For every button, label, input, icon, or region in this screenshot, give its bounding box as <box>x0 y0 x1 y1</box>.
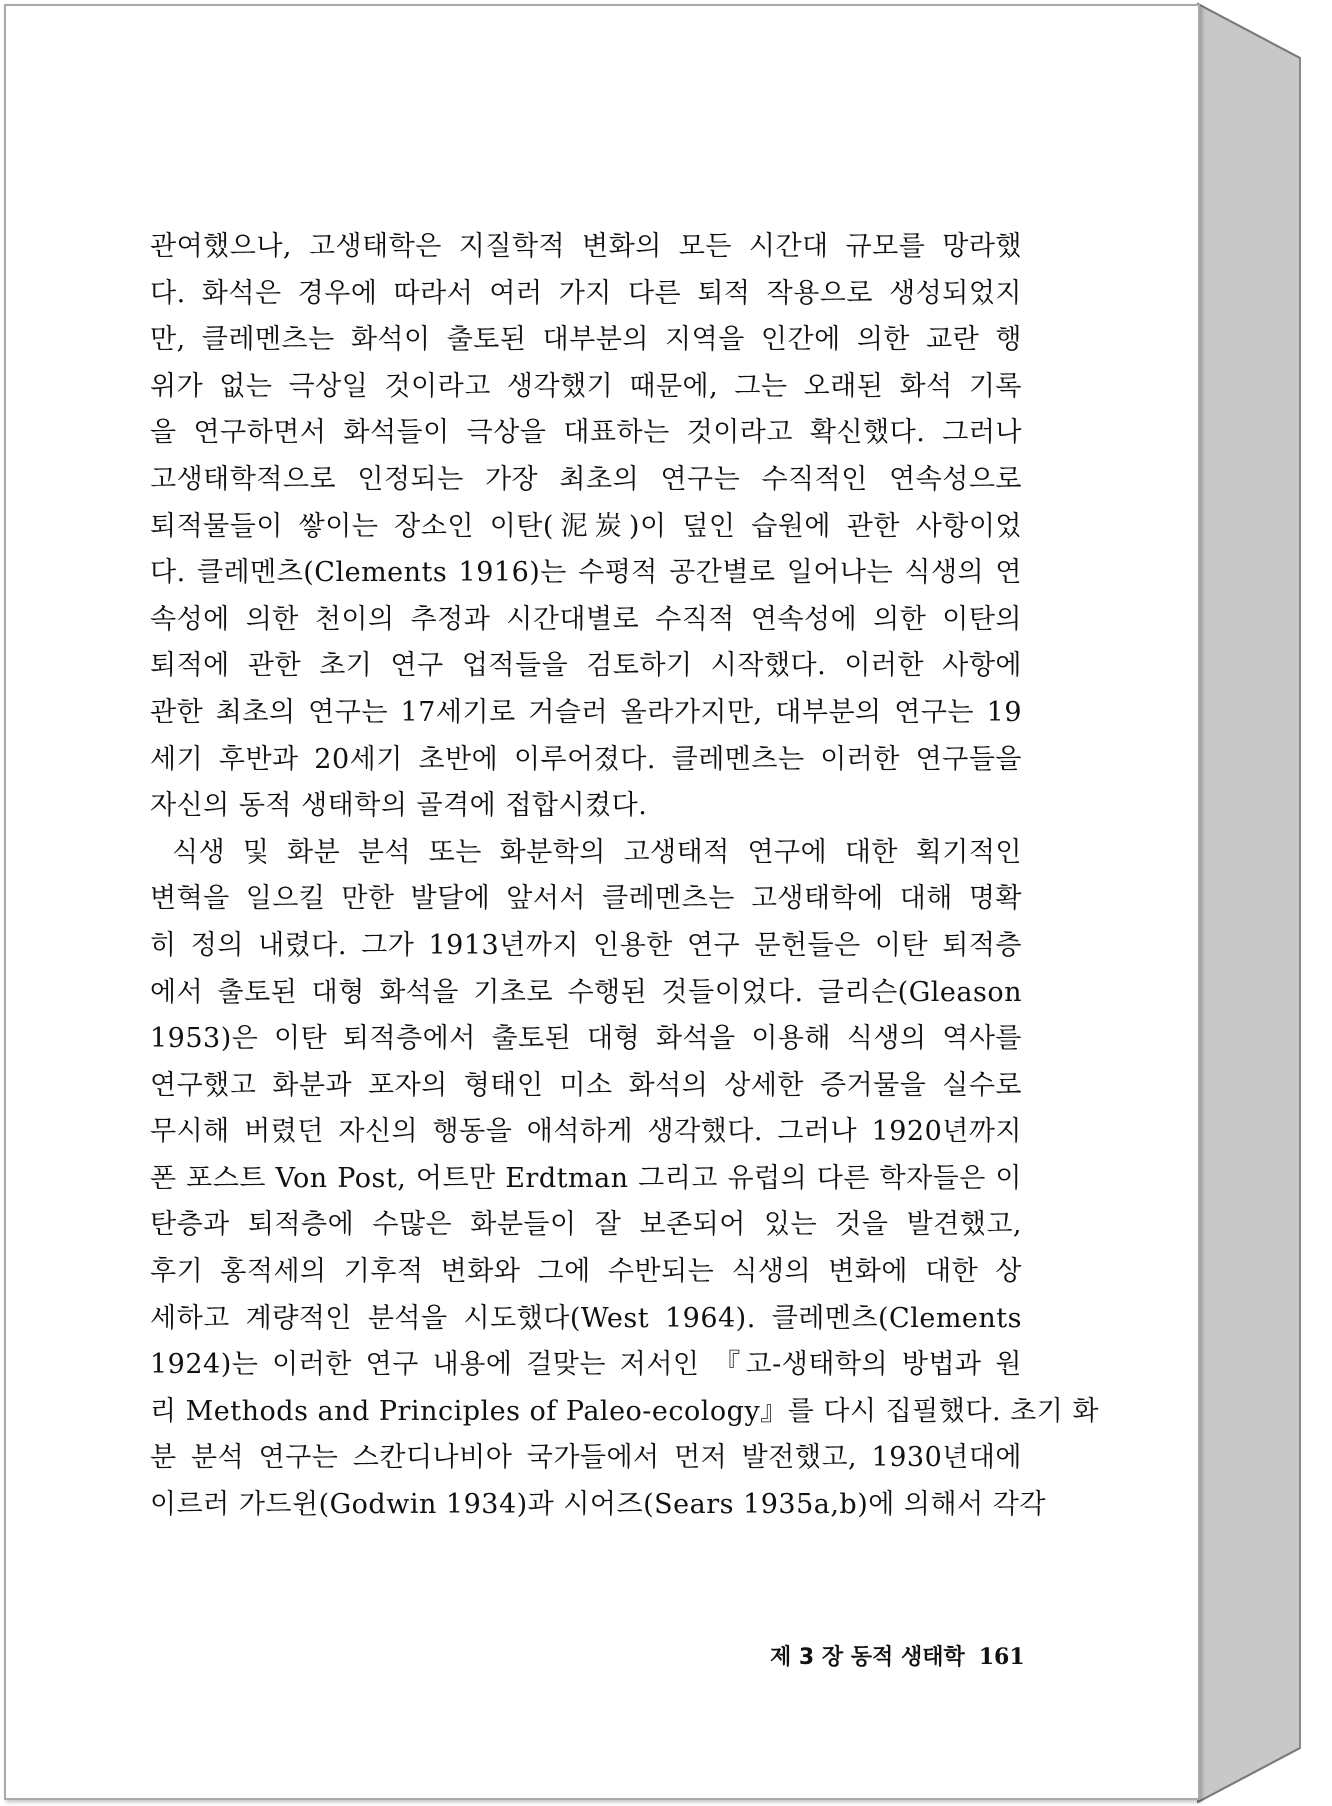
text-line: 다. 클레멘츠(Clements 1916)는 수평적 공간별로 일어나는 식생의 연 <box>150 557 1022 589</box>
chapter-title: 제 3 장 동적 생태학 <box>770 1645 965 1670</box>
text-line: 분 분석 연구는 스칸디나비아 국가들에서 먼저 발전했고, 1930년대에 <box>150 1442 1022 1474</box>
text-line: 1953)은 이탄 퇴적층에서 출토된 대형 화석을 이용해 식생의 역사를 <box>150 1023 1022 1055</box>
paragraph-last-line: 자신의 동적 생태학의 골격에 접합시켰다. <box>150 790 648 822</box>
text-line: 관여했으나, 고생태학은 지질학적 변화의 모든 시간대 규모를 망라했 <box>150 231 1022 262</box>
text-line: 세기 후반과 20세기 초반에 이루어졌다. 클레멘츠는 이러한 연구들을 <box>150 743 1022 775</box>
text-line: 1924)는 이러한 연구 내용에 걸맞는 저서인 『고-생태학의 방법과 원 <box>150 1349 1022 1381</box>
text-line: 탄층과 퇴적층에 수많은 화분들이 잘 보존되어 있는 것을 발견했고, <box>150 1209 1022 1241</box>
text-line: 을 연구하면서 화석들이 극상을 대표하는 것이라고 확신했다. 그러나 <box>150 417 1022 449</box>
text-line: 이르러 가드윈(Godwin 1934)과 시어즈(Sears 1935a,b)에 의해서 각각 <box>150 1489 1046 1521</box>
text-line: 에서 출토된 대형 화석을 기초로 수행된 것들이었다. 글리슨(Gleason <box>150 976 1022 1008</box>
text-line: 리 Methods and Principles of Paleo-ecology』를 다시 집필했다. 초기 화 <box>150 1395 1099 1427</box>
text-line: 후기 홍적세의 기후적 변화와 그에 수반되는 식생의 변화에 대한 상 <box>150 1256 1022 1288</box>
text-line: 속성에 의한 천이의 추정과 시간대별로 수직적 연속성에 의한 이탄의 <box>150 603 1022 635</box>
text-line: 세하고 계량적인 분석을 시도했다(West 1964). 클레멘츠(Clements <box>150 1302 1022 1334</box>
text-line: 위가 없는 극상일 것이라고 생각했기 때문에, 그는 오래된 화석 기록 <box>150 370 1022 402</box>
text-line: 다. 화석은 경우에 따라서 여러 가지 다른 퇴적 작용으로 생성되었지 <box>150 277 1022 309</box>
page-number: 161 <box>978 1644 1025 1670</box>
text-line: 퇴적물들이 쌓이는 장소인 이탄(泥炭)이 덮인 습원에 관한 사항이었 <box>150 510 1022 542</box>
text-line: 변혁을 일으킬 만한 발달에 앞서서 클레멘츠는 고생태학에 대해 명확 <box>150 883 1022 915</box>
text-line: 폰 포스트 Von Post, 어트만 Erdtman 그리고 유럽의 다른 학자들은 이 <box>150 1162 1022 1194</box>
text-line: 만, 클레멘츠는 화석이 출토된 대부분의 지역을 인간에 의한 교란 행 <box>150 324 1022 356</box>
text-line: 히 정의 내렸다. 그가 1913년까지 인용한 연구 문헌들은 이탄 퇴적층 <box>150 929 1022 961</box>
text-line: 관한 최초의 연구는 17세기로 거슬러 올라가지만, 대부분의 연구는 19 <box>150 696 1022 728</box>
text-line: 고생태학적으로 인정되는 가장 최초의 연구는 수직적인 연속성으로 <box>150 463 1022 495</box>
text-line: 퇴적에 관한 초기 연구 업적들을 검토하기 시작했다. 이러한 사항에 <box>150 650 1022 682</box>
text-line: 연구했고 화분과 포자의 형태인 미소 화석의 상세한 증거물을 실수로 <box>150 1069 1022 1101</box>
text-line: 무시해 버렸던 자신의 행동을 애석하게 생각했다. 그러나 1920년까지 <box>150 1116 1022 1148</box>
paragraph-first-line: 식생 및 화분 분석 또는 화분학의 고생태적 연구에 대한 획기적인 <box>172 836 1022 868</box>
page-footer <box>770 1640 1025 1671</box>
body-text <box>150 224 1099 1529</box>
